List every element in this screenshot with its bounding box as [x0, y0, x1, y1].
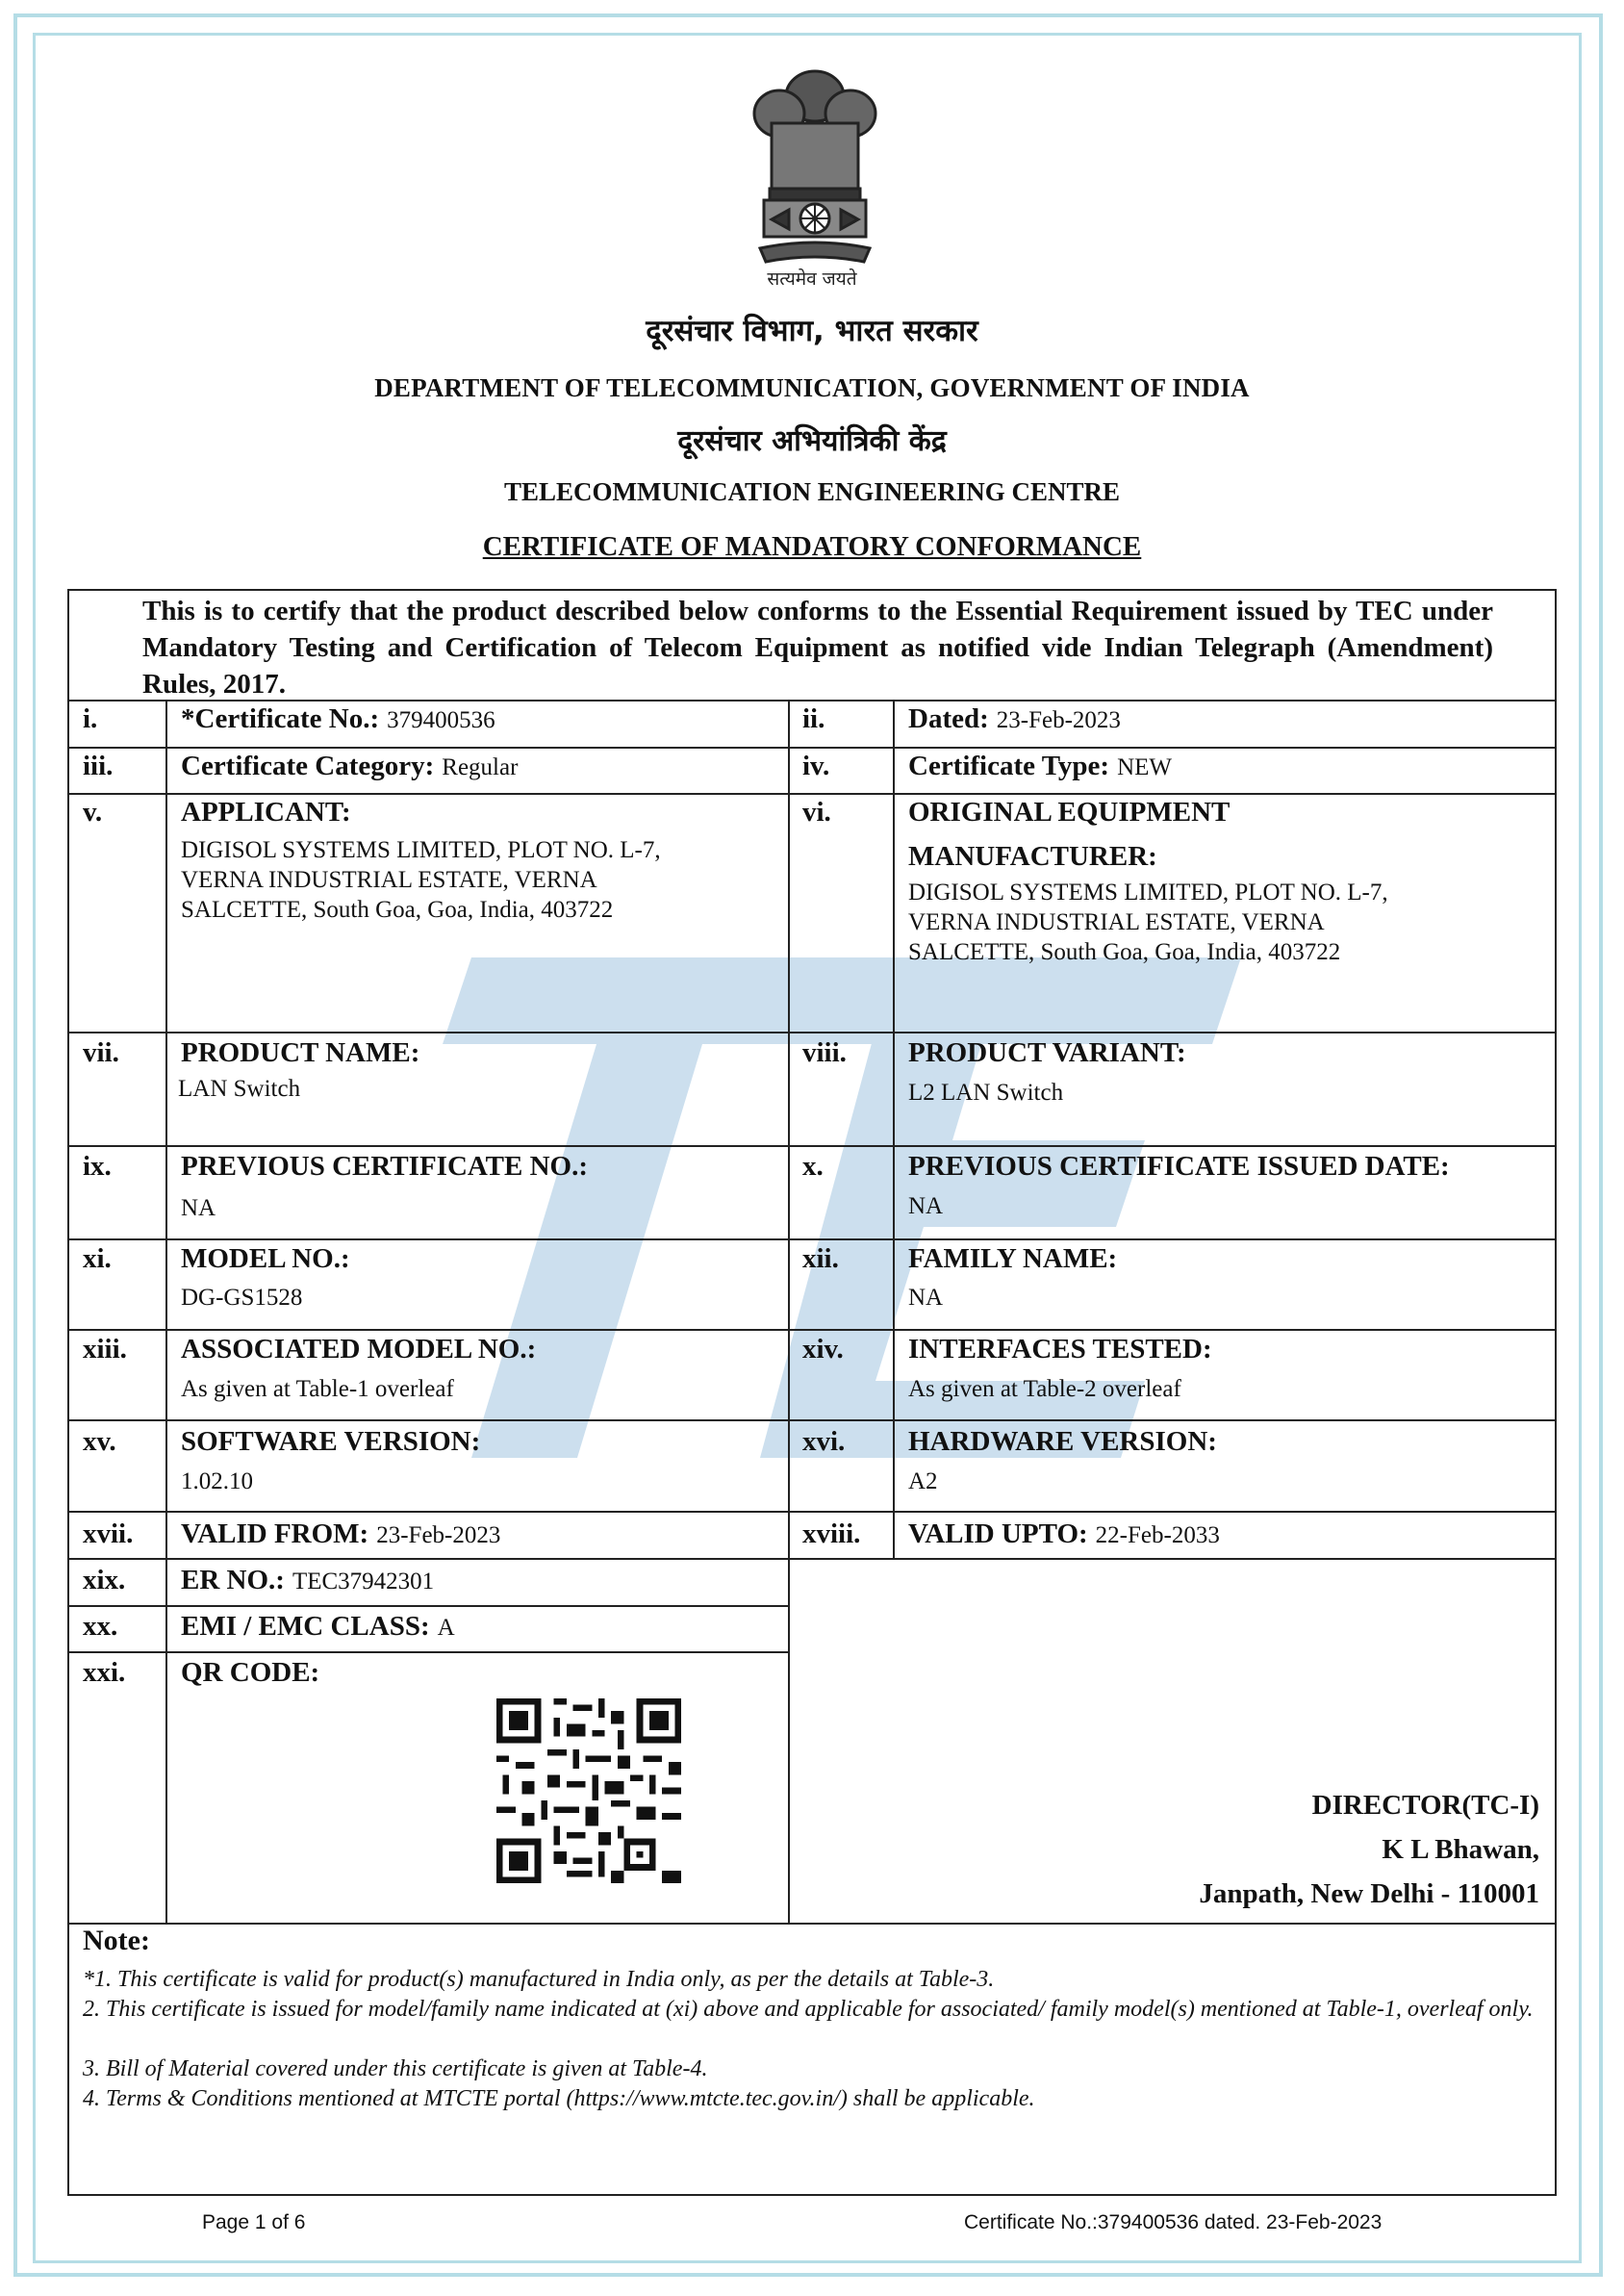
- note-heading: Note:: [83, 1925, 150, 1956]
- family-name-value: NA: [908, 1285, 944, 1311]
- valid-from-field: VALID FROM: 23-Feb-2023: [181, 1518, 501, 1549]
- row-number: xix.: [83, 1565, 126, 1595]
- row-number: vii.: [83, 1037, 119, 1068]
- product-name-value: LAN Switch: [178, 1076, 301, 1102]
- hindi-centre-heading: दूरसंचार अभियांत्रिकी केंद्र: [677, 424, 947, 458]
- applicant-value: DIGISOL SYSTEMS LIMITED, PLOT NO. L-7, VERNA INDUSTRIAL ESTATE, VERNA SALCETTE, South Goa, Goa, India, 403722: [181, 837, 661, 923]
- emblem-motto: सत्यमेव जयते: [767, 268, 857, 290]
- certificate-title: CERTIFICATE OF MANDATORY CONFORMANCE: [482, 531, 1142, 562]
- emi-emc-class-value: A: [437, 1615, 455, 1641]
- certificate-type-value: NEW: [1117, 754, 1173, 780]
- certificate-category-field: Certificate Category: Regular: [181, 751, 519, 781]
- row-number: x.: [802, 1151, 824, 1182]
- oem-value: DIGISOL SYSTEMS LIMITED, PLOT NO. L-7, VERNA INDUSTRIAL ESTATE, VERNA SALCETTE, South Goa, Goa, India, 403722: [908, 880, 1388, 965]
- signatory-title: DIRECTOR(TC-I): [1311, 1790, 1539, 1821]
- row-number: vi.: [802, 797, 831, 828]
- table-row-divider: [67, 1145, 1557, 1147]
- table-row-divider: [67, 1558, 1557, 1560]
- row-number: xx.: [83, 1611, 118, 1642]
- product-name-label: PRODUCT NAME:: [181, 1037, 420, 1068]
- software-version-value: 1.02.10: [181, 1468, 253, 1494]
- row-number: xvii.: [83, 1518, 134, 1549]
- table-row-divider: [67, 1651, 789, 1653]
- oem-label: ORIGINAL EQUIPMENT: [908, 797, 1231, 828]
- interfaces-tested-label: INTERFACES TESTED:: [908, 1334, 1212, 1365]
- certificate-type-field: Certificate Type: NEW: [908, 751, 1173, 781]
- row-number: xiv.: [802, 1334, 844, 1365]
- note-item: 3. Bill of Material covered under this certificate is given at Table-4.: [83, 2056, 708, 2081]
- row-number: xv.: [83, 1426, 116, 1457]
- hindi-department-heading: दूरसंचार विभाग, भारत सरकार: [646, 314, 978, 348]
- certificate-no-field: *Certificate No.: 379400536: [181, 703, 495, 734]
- model-no-value: DG-GS1528: [181, 1285, 303, 1311]
- signatory-address: Janpath, New Delhi - 110001: [1199, 1878, 1539, 1909]
- centre-heading: TELECOMMUNICATION ENGINEERING CENTRE: [503, 477, 1121, 506]
- department-heading: DEPARTMENT OF TELECOMMUNICATION, GOVERNMENT OF INDIA: [374, 373, 1250, 402]
- row-number: ii.: [802, 703, 825, 734]
- er-no-field: ER NO.: TEC37942301: [181, 1565, 435, 1595]
- qr-code-label: QR CODE:: [181, 1657, 320, 1688]
- valid-from-value: 23-Feb-2023: [376, 1522, 501, 1548]
- table-row-divider: [67, 747, 1557, 749]
- row-number: ix.: [83, 1151, 112, 1182]
- dated-value: 23-Feb-2023: [996, 707, 1121, 733]
- dated-field: Dated: 23-Feb-2023: [908, 703, 1121, 734]
- software-version-label: SOFTWARE VERSION:: [181, 1426, 481, 1457]
- signatory-office: K L Bhawan,: [1382, 1834, 1539, 1865]
- emi-emc-class-field: EMI / EMC CLASS: A: [181, 1611, 455, 1642]
- previous-certificate-no-label: PREVIOUS CERTIFICATE NO.:: [181, 1151, 589, 1182]
- table-row-divider: [67, 1329, 1557, 1331]
- intro-paragraph: This is to certify that the product described below conforms to the Essential Requirement issued by TEC under Mandatory Testing and Certification of Telecom Equipment as notified vide Indian Telegraph (Amendment) Rules, 2017.: [142, 596, 1493, 700]
- model-no-label: MODEL NO.:: [181, 1243, 350, 1274]
- previous-certificate-no-value: NA: [181, 1195, 216, 1221]
- row-number: viii.: [802, 1037, 847, 1068]
- table-column-divider: [893, 700, 895, 1558]
- previous-certificate-date-value: NA: [908, 1193, 944, 1219]
- row-number: xvi.: [802, 1426, 846, 1457]
- certificate-no-value: 379400536: [387, 707, 495, 733]
- row-number: xiii.: [83, 1334, 127, 1365]
- valid-upto-value: 22-Feb-2033: [1095, 1522, 1220, 1548]
- interfaces-tested-value: As given at Table-2 overleaf: [908, 1376, 1181, 1402]
- product-variant-value: L2 LAN Switch: [908, 1080, 1064, 1106]
- previous-certificate-date-label: PREVIOUS CERTIFICATE ISSUED DATE:: [908, 1151, 1450, 1182]
- footer-certificate-reference: Certificate No.:379400536 dated. 23-Feb-2023: [964, 2211, 1383, 2233]
- note-item: *1. This certificate is valid for product(s) manufactured in India only, as per the details at Table-3.: [83, 1967, 995, 1992]
- table-row-divider: [67, 1032, 1557, 1033]
- family-name-label: FAMILY NAME:: [908, 1243, 1118, 1274]
- oem-label-line2: MANUFACTURER:: [908, 841, 1157, 872]
- note-item: 2. This certificate is issued for model/family name indicated at (xi) above and applicable for associated/ family model(s) mentioned at Table-1, overleaf only.: [83, 1997, 1534, 2022]
- hardware-version-label: HARDWARE VERSION:: [908, 1426, 1217, 1457]
- product-variant-label: PRODUCT VARIANT:: [908, 1037, 1186, 1068]
- qr-code-icon[interactable]: [496, 1698, 681, 1883]
- table-row-divider: [67, 1419, 1557, 1421]
- row-number: xxi.: [83, 1657, 126, 1688]
- valid-upto-field: VALID UPTO: 22-Feb-2033: [908, 1518, 1220, 1549]
- table-row-divider: [67, 1923, 1557, 1925]
- row-number: xi.: [83, 1243, 112, 1274]
- national-emblem-icon: [743, 56, 887, 287]
- hardware-version-value: A2: [908, 1468, 938, 1494]
- applicant-label: APPLICANT:: [181, 797, 351, 828]
- table-column-divider: [165, 700, 167, 1923]
- table-row-divider: [67, 1511, 1557, 1513]
- associated-model-value: As given at Table-1 overleaf: [181, 1376, 454, 1402]
- table-row-divider: [67, 1238, 1557, 1240]
- row-number: iii.: [83, 751, 114, 781]
- row-number: xii.: [802, 1243, 839, 1274]
- table-column-divider: [788, 700, 790, 1923]
- row-number: iv.: [802, 751, 830, 781]
- page-number: Page 1 of 6: [202, 2211, 306, 2233]
- row-number: i.: [83, 703, 98, 734]
- certificate-category-value: Regular: [442, 754, 519, 780]
- er-no-value: TEC37942301: [292, 1569, 435, 1594]
- table-row-divider: [67, 1605, 789, 1607]
- note-item: 4. Terms & Conditions mentioned at MTCTE portal (https://www.mtcte.tec.gov.in/) shall be applicable.: [83, 2086, 1035, 2111]
- associated-model-label: ASSOCIATED MODEL NO.:: [181, 1334, 537, 1365]
- table-row-divider: [67, 793, 1557, 795]
- row-number: v.: [83, 797, 103, 828]
- row-number: xviii.: [802, 1518, 861, 1549]
